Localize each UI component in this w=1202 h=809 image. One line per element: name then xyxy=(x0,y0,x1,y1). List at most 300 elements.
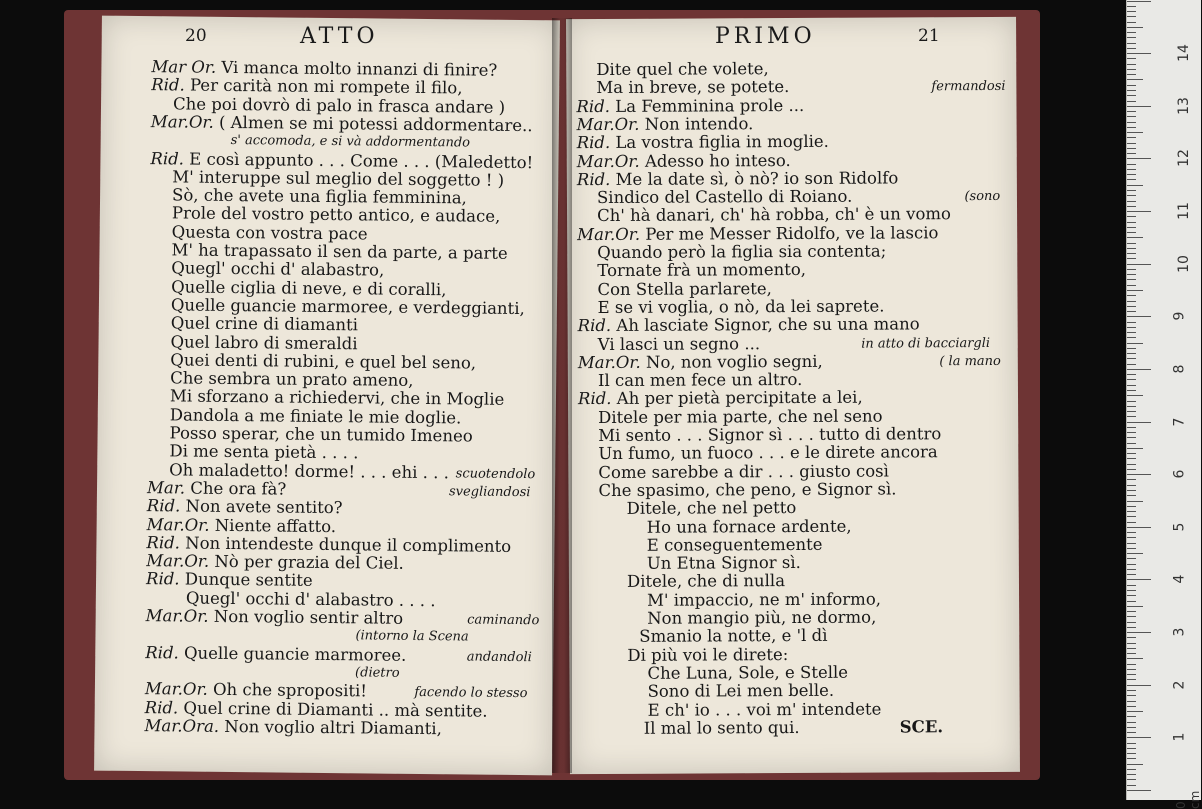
right-line xyxy=(647,536,823,555)
line-text: Quando però la figlia sia contenta; xyxy=(597,241,887,263)
line-text: Vi lasci un segno ... xyxy=(597,333,761,354)
ruler-label: 1 xyxy=(1171,732,1188,742)
line-text: M' ha trapassato il sen da parte, a parte xyxy=(171,240,508,263)
book-gutter xyxy=(552,18,572,773)
ruler-label: 6 xyxy=(1171,469,1188,479)
ruler-tick xyxy=(1127,769,1136,770)
ruler-tick xyxy=(1127,174,1136,175)
ruler-tick xyxy=(1127,516,1136,517)
right-line xyxy=(598,480,896,500)
ruler-tick xyxy=(1127,401,1136,402)
ruler-tick xyxy=(1127,332,1136,333)
line-text: Ho una fornace ardente, xyxy=(646,516,852,537)
ruler-tick xyxy=(1127,606,1143,607)
line-text: Che poi dovrò di palo in frasca andare ) xyxy=(172,93,506,117)
speaker-label: Rid. xyxy=(577,316,617,336)
ruler-tick xyxy=(1127,258,1136,259)
line-text: Ditele, che di nulla xyxy=(626,571,786,592)
ruler-tick xyxy=(1127,748,1136,749)
right-line xyxy=(647,554,801,573)
ruler-tick xyxy=(1127,664,1136,665)
right-line xyxy=(644,719,800,738)
ruler-label: 10 xyxy=(1175,254,1192,273)
line-text: Sindico del Castello di Roiano. xyxy=(596,186,853,208)
ruler-tick xyxy=(1127,111,1136,112)
ruler-tick xyxy=(1127,395,1143,396)
speaker-label: Rid. xyxy=(576,169,616,189)
line-text: La Femminina prole ... xyxy=(615,95,805,116)
ruler-tick xyxy=(1127,153,1136,154)
ruler-tick xyxy=(1127,22,1136,23)
stage-direction: s' accomoda, e si và addormentando xyxy=(230,133,471,151)
line-text: Dunque sentite xyxy=(184,569,313,591)
ruler-tick xyxy=(1127,90,1136,91)
ruler-tick xyxy=(1127,337,1136,338)
ruler-tick xyxy=(1127,85,1136,86)
line-text: Non intendeste dunque il complimento xyxy=(185,533,512,556)
stage-direction: (sono xyxy=(964,189,1001,205)
line-text: Per me Messer Ridolfo, ve la lascio xyxy=(645,222,939,244)
right-line xyxy=(577,351,1001,372)
ruler-tick xyxy=(1127,548,1136,549)
catchword: SCE. xyxy=(899,717,944,737)
line-text: M' interuppe sul meglio del soggetto ! ) xyxy=(172,167,505,190)
right-line xyxy=(627,499,797,518)
ruler-tick xyxy=(1127,222,1136,223)
speaker-label: Mar.Or. xyxy=(576,114,645,135)
ruler-tick xyxy=(1127,437,1136,438)
ruler-tick xyxy=(1127,158,1151,159)
ruler-tick xyxy=(1127,658,1143,659)
line-text: Ditele per mia parte, che nel seno xyxy=(598,406,883,427)
line-text: Non voglio altri Diamanti, xyxy=(224,716,442,739)
speaker-label: Rid. xyxy=(150,148,190,169)
ruler-tick xyxy=(1127,201,1136,202)
ruler-tick xyxy=(1127,537,1136,538)
left-page xyxy=(94,16,560,776)
ruler-tick xyxy=(1127,616,1136,617)
ruler-tick xyxy=(1127,316,1151,317)
ruler-tick xyxy=(1127,495,1136,496)
ruler-tick xyxy=(1127,385,1136,386)
speaker-label: Rid. xyxy=(145,569,185,589)
ruler-tick xyxy=(1127,701,1136,702)
ruler-tick xyxy=(1127,569,1136,570)
right-page-header: PRIMO xyxy=(715,24,816,49)
right-line xyxy=(577,115,754,134)
line-text: Che ora fà? xyxy=(190,478,287,499)
line-text: Quegl' occhi d' alabastro, xyxy=(171,258,385,280)
ruler-tick xyxy=(1127,290,1143,291)
ruler-tick xyxy=(1127,32,1136,33)
right-page-number: 21 xyxy=(918,26,940,46)
line-text: Come sarebbe a dir . . . giusto così xyxy=(598,461,889,482)
line-text: Ah per pietà percipitate a lei, xyxy=(616,388,863,409)
ruler-tick xyxy=(1127,506,1136,507)
ruler-tick xyxy=(1127,274,1136,275)
left-page-number: 20 xyxy=(185,26,207,46)
stage-direction: ( la mano xyxy=(939,353,1001,370)
ruler-tick xyxy=(1127,474,1151,475)
line-text: E ch' io . . . voi m' intendete xyxy=(647,699,882,720)
ruler-tick xyxy=(1127,574,1136,575)
line-text: Mi sento . . . Signor sì . . . tutto di dentro xyxy=(598,424,942,446)
stage-direction: caminando xyxy=(467,612,540,629)
ruler-tick xyxy=(1127,643,1136,644)
ruler-tick xyxy=(1127,585,1136,586)
ruler-label: 14 xyxy=(1175,44,1192,63)
ruler-tick xyxy=(1127,58,1136,59)
line-text: Quelle guancie marmoree, e verdeggianti, xyxy=(170,295,525,318)
line-text: Adesso ho inteso. xyxy=(644,150,791,171)
ruler-tick xyxy=(1127,264,1151,265)
ruler-tick xyxy=(1127,779,1136,780)
ruler-tick xyxy=(1127,632,1151,633)
ruler-tick xyxy=(1127,685,1151,686)
speaker-label: Mar.Ora. xyxy=(144,715,225,736)
ruler-tick xyxy=(1127,101,1136,102)
ruler-tick xyxy=(1127,790,1151,791)
ruler-tick xyxy=(1127,485,1136,486)
speaker-label: Rid. xyxy=(146,532,186,553)
ruler-label: 5 xyxy=(1171,522,1188,532)
ruler-tick xyxy=(1127,543,1136,544)
ruler-tick xyxy=(1127,11,1136,12)
ruler-tick xyxy=(1127,411,1136,412)
right-line xyxy=(648,700,882,719)
ruler-tick xyxy=(1127,627,1136,628)
line-text: Che Luna, Sole, e Stelle xyxy=(647,662,849,683)
ruler-tick xyxy=(1127,311,1136,312)
ruler-tick xyxy=(1127,443,1136,444)
line-text: Quelle ciglia di neve, e di coralli, xyxy=(171,276,447,299)
speaker-label: Mar.Or. xyxy=(577,352,647,372)
line-text: Quelle guancie marmoree. xyxy=(183,643,407,665)
ruler-tick xyxy=(1127,479,1136,480)
line-text: Nò per grazia del Ciel. xyxy=(214,551,404,573)
ruler-tick xyxy=(1127,127,1136,128)
ruler-label: 7 xyxy=(1171,417,1188,427)
ruler-tick xyxy=(1127,169,1136,170)
ruler-tick xyxy=(1127,637,1136,638)
stage-direction: andandoli xyxy=(466,649,532,665)
ruler-tick xyxy=(1127,64,1136,65)
ruler-tick xyxy=(1127,116,1136,117)
line-text: Il can men fece un altro. xyxy=(597,370,803,391)
line-text: Prole del vostro petto antico, e audace, xyxy=(171,203,501,227)
ruler-tick xyxy=(1127,37,1136,38)
right-line xyxy=(647,664,848,683)
ruler-label: 9 xyxy=(1171,311,1188,321)
ruler-tick xyxy=(1127,785,1136,786)
ruler-tick xyxy=(1127,348,1136,349)
ruler-tick xyxy=(1127,422,1151,423)
speaker-label: Rid. xyxy=(577,389,617,409)
speaker-label: Mar.Or. xyxy=(145,606,214,626)
right-line xyxy=(596,60,769,79)
line-text: Ah lasciate Signor, che su una mano xyxy=(616,314,920,336)
line-text: Ditele, che nel petto xyxy=(626,498,797,519)
stage-direction: in atto di bacciargli xyxy=(861,335,991,352)
line-text: E così appunto . . . Come . . . (Maledetto! xyxy=(189,149,534,172)
line-text: Mi sforzano a richiedervi, che in Moglie xyxy=(169,386,505,410)
speaker-label: Mar.Or. xyxy=(577,224,646,244)
ruler-tick xyxy=(1127,190,1136,191)
right-line xyxy=(627,646,788,665)
ruler-tick xyxy=(1127,95,1136,96)
right-line xyxy=(597,261,806,280)
ruler-tick xyxy=(1127,464,1136,465)
ruler-tick xyxy=(1127,358,1136,359)
left-line xyxy=(145,642,532,665)
ruler-tick xyxy=(1127,195,1136,196)
ruler-tick xyxy=(1127,16,1136,17)
line-text: Per carità non mi rompete il filo, xyxy=(189,75,463,98)
ruler-tick xyxy=(1127,122,1136,123)
speaker-label: Rid. xyxy=(144,697,184,718)
line-text: Tornate frà un momento, xyxy=(597,260,807,281)
ruler-label: 12 xyxy=(1175,149,1192,168)
ruler-tick xyxy=(1127,427,1136,428)
line-text: Vi manca molto innanzi di finire? xyxy=(221,57,498,80)
ruler-tick xyxy=(1127,27,1143,28)
right-line xyxy=(577,133,829,152)
ruler-tick xyxy=(1127,48,1136,49)
ruler-tick xyxy=(1127,285,1136,286)
left-line xyxy=(146,571,313,591)
ruler-tick xyxy=(1127,579,1151,580)
line-text: Che sembra un prato ameno, xyxy=(170,368,414,390)
right-line xyxy=(597,333,991,354)
right-line xyxy=(596,77,1006,98)
ruler-tick xyxy=(1127,611,1136,612)
ruler-tick xyxy=(1127,448,1143,449)
ruler-tick xyxy=(1127,764,1143,765)
ruler-tick xyxy=(1127,527,1151,528)
ruler-tick xyxy=(1127,590,1136,591)
ruler-tick xyxy=(1127,132,1143,133)
ruler-tick xyxy=(1127,716,1136,717)
ruler-tick xyxy=(1127,306,1136,307)
ruler-tick xyxy=(1127,669,1136,670)
ruler-tick xyxy=(1127,727,1136,728)
ruler-tick xyxy=(1127,353,1136,354)
ruler-tick xyxy=(1127,137,1136,138)
line-text: Ma in breve, se potete. xyxy=(596,77,790,98)
ruler-tick xyxy=(1127,327,1136,328)
line-text: No, non voglio segni, xyxy=(645,351,823,372)
line-text: Dandola a me finiate le mie doglie. xyxy=(169,405,462,428)
left-line xyxy=(151,113,533,135)
line-text: Non voglio sentir altro xyxy=(213,606,404,628)
ruler-label: 8 xyxy=(1171,364,1188,374)
right-line xyxy=(647,590,881,609)
ruler-tick xyxy=(1127,295,1136,296)
ruler-tick xyxy=(1127,216,1136,217)
ruler-tick xyxy=(1127,43,1136,44)
ruler-tick xyxy=(1127,164,1136,165)
ruler-tick xyxy=(1127,511,1136,512)
ruler-tick xyxy=(1127,469,1136,470)
ruler-tick xyxy=(1127,532,1136,533)
left-line xyxy=(145,606,540,629)
line-text: Quel crine di diamanti xyxy=(170,313,359,335)
ruler-tick xyxy=(1127,679,1136,680)
right-line xyxy=(577,152,791,171)
ruler-tick xyxy=(1127,301,1136,302)
ruler-tick xyxy=(1127,501,1143,502)
line-text: ( Almen se mi potessi addormentare.. xyxy=(218,112,533,136)
speaker-label: Mar Or. xyxy=(151,57,222,77)
ruler-tick xyxy=(1127,695,1136,696)
ruler-tick xyxy=(1127,53,1151,54)
line-text: Un Etna Signor sì. xyxy=(646,553,801,573)
stage-direction: scuotendolo xyxy=(455,465,536,482)
ruler-tick xyxy=(1127,206,1136,207)
speaker-label: Mar.Or. xyxy=(144,679,214,700)
ruler-tick xyxy=(1127,179,1136,180)
right-line xyxy=(597,280,772,299)
ruler-tick xyxy=(1127,711,1143,712)
speaker-label: Rid. xyxy=(145,642,185,663)
ruler-tick xyxy=(1127,753,1136,754)
line-text: Oh che spropositi! xyxy=(212,680,368,701)
ruler-label: 4 xyxy=(1171,575,1188,584)
ruler-tick xyxy=(1127,143,1136,144)
line-text: Quegl' occhi d' alabastro . . . . xyxy=(185,588,436,610)
line-text: Un fumo, un fuoco . . . e le direte ancora xyxy=(598,442,938,464)
ruler-label: 2 xyxy=(1171,680,1188,690)
ruler-tick xyxy=(1127,453,1136,454)
ruler-tick xyxy=(1127,364,1136,365)
right-line xyxy=(648,682,835,701)
ruler-tick xyxy=(1127,432,1136,433)
ruler-label: 13 xyxy=(1175,96,1192,115)
ruler-tick xyxy=(1127,74,1136,75)
ruler-tick xyxy=(1127,253,1136,254)
line-text: Ch' hà danari, ch' hà robba, ch' è un vomo xyxy=(597,204,951,226)
line-text: Che spasimo, che peno, e Signor sì. xyxy=(598,479,897,500)
speaker-label: Rid. xyxy=(151,75,191,95)
ruler-tick xyxy=(1127,564,1136,565)
stage-direction: svegliandosi xyxy=(448,484,531,501)
ruler-tick xyxy=(1127,522,1136,523)
ruler-tick xyxy=(1127,69,1136,70)
ruler-tick xyxy=(1127,674,1136,675)
ruler-tick xyxy=(1127,1,1151,2)
ruler-tick xyxy=(1127,243,1136,244)
ruler-tick xyxy=(1127,558,1136,559)
ruler-tick xyxy=(1127,732,1136,733)
line-text: Non mangio più, ne dormo, xyxy=(647,607,877,628)
line-text: E se vi voglia, o nò, da lei saprete. xyxy=(597,296,885,317)
ruler-tick xyxy=(1127,458,1136,459)
line-text: Oh maladetto! dorme! . . . ehi . . . xyxy=(169,459,449,482)
line-text: Quei denti di rubini, e quel bel seno, xyxy=(170,350,477,373)
ruler-tick xyxy=(1127,79,1143,80)
ruler-tick xyxy=(1127,690,1136,691)
speaker-label: Rid. xyxy=(576,133,616,153)
right-line xyxy=(576,97,804,116)
right-line xyxy=(598,371,803,390)
ruler-tick xyxy=(1127,758,1136,759)
stage-direction: (dietro xyxy=(355,665,400,681)
right-line xyxy=(647,609,876,628)
ruler-tick xyxy=(1127,269,1136,270)
speaker-label: Mar.Or. xyxy=(150,112,220,132)
ruler-tick xyxy=(1127,379,1136,380)
stage-direction: fermandosi xyxy=(931,79,1006,95)
ruler-label: 11 xyxy=(1175,202,1192,220)
ruler-tick xyxy=(1127,774,1136,775)
ruler-tick xyxy=(1127,232,1136,233)
line-text: Non avete sentito? xyxy=(185,496,343,518)
ruler-tick xyxy=(1127,648,1136,649)
ruler-tick xyxy=(1127,653,1136,654)
ruler-tick xyxy=(1127,406,1136,407)
ruler-tick xyxy=(1127,601,1136,602)
right-line xyxy=(597,243,886,263)
ruler-tick xyxy=(1127,227,1136,228)
ruler-tick xyxy=(1127,211,1151,212)
ruler-tick xyxy=(1127,185,1143,186)
line-text: Dite quel che volete, xyxy=(596,59,769,80)
speaker-label: Mar.Or. xyxy=(146,551,215,571)
right-line xyxy=(647,517,852,536)
speaker-label: Mar.Or. xyxy=(146,514,215,535)
ruler-tick xyxy=(1127,279,1136,280)
line-text: Questa con vostra pace xyxy=(171,222,368,244)
ruler-label: 3 xyxy=(1171,627,1188,637)
line-text: Sono di Lei men belle. xyxy=(647,680,835,701)
line-text: Niente affatto. xyxy=(214,515,337,536)
ruler-tick xyxy=(1127,374,1136,375)
line-text: Quel crine di Diamanti .. mà sentite. xyxy=(183,698,488,721)
line-text: Posso sperar, che un tumido Imeneo xyxy=(169,423,473,446)
line-text: E conseguentemente xyxy=(646,534,823,555)
ruler-tick xyxy=(1127,106,1151,107)
ruler-tick xyxy=(1127,553,1143,554)
speaker-label: Mar.Or. xyxy=(576,151,645,171)
line-text: M' impaccio, ne m' informo, xyxy=(647,589,882,610)
stage-direction: (intorno la Scena xyxy=(355,628,469,645)
ruler-tick xyxy=(1127,343,1143,344)
stage-direction: facendo lo stesso xyxy=(414,685,528,702)
left-page-header: ATTO xyxy=(300,24,379,49)
line-text: Di più voi le direte: xyxy=(627,644,789,665)
ruler-tick xyxy=(1127,322,1136,323)
right-page xyxy=(566,17,1020,774)
ruler-label: 0 cm xyxy=(1174,790,1202,809)
ruler-tick xyxy=(1127,622,1136,623)
ruler-tick xyxy=(1127,490,1136,491)
ruler-tick xyxy=(1127,237,1143,238)
left-line xyxy=(144,717,442,738)
ruler-tick xyxy=(1127,6,1136,7)
line-text: Non intendo. xyxy=(644,114,754,134)
line-text: Di me senta pietà . . . . xyxy=(169,441,359,463)
line-text: Sò, che avete una figlia femminina, xyxy=(171,185,467,208)
right-line xyxy=(639,627,827,646)
ruler-tick xyxy=(1127,722,1136,723)
measurement-ruler xyxy=(1126,0,1202,809)
ruler-tick xyxy=(1127,248,1136,249)
ruler-tick xyxy=(1127,737,1151,738)
ruler-tick xyxy=(1127,743,1136,744)
line-text: La vostra figlia in moglie. xyxy=(615,131,829,153)
speaker-label: Rid. xyxy=(576,96,616,116)
ruler-tick xyxy=(1127,595,1136,596)
